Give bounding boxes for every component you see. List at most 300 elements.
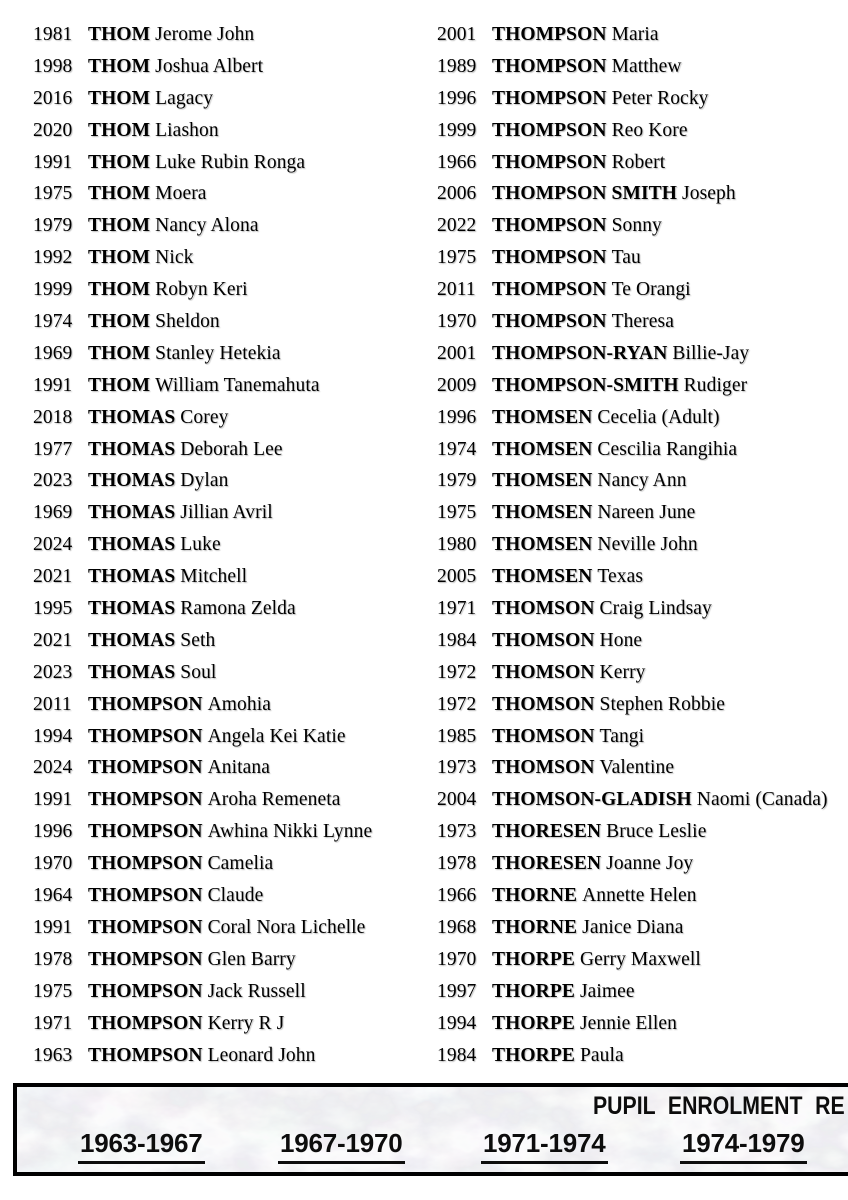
pupil-name xyxy=(492,821,706,842)
enrolment-year: 1975 xyxy=(437,247,477,269)
list-item xyxy=(33,1008,433,1040)
pupil-name xyxy=(88,502,273,523)
list-item xyxy=(33,274,433,306)
pupil-surname: THOMPSON-RYAN xyxy=(492,342,668,364)
pupil-given-names: Deborah Lee xyxy=(180,438,283,460)
pupil-surname: THOMAS xyxy=(88,629,176,651)
pupil-given-names: Kerry R J xyxy=(207,1012,285,1034)
pupil-name xyxy=(88,566,247,587)
pupil-given-names: Anitana xyxy=(207,757,270,779)
enrolment-year: 1996 xyxy=(437,406,477,428)
list-item xyxy=(437,178,848,210)
pupil-surname: THOMPSON xyxy=(88,757,203,779)
pupil-given-names: Kerry xyxy=(599,661,646,683)
list-item xyxy=(437,976,848,1008)
list-item xyxy=(33,912,433,944)
pupil-name xyxy=(88,311,220,332)
list-item xyxy=(437,944,848,976)
pupil-given-names: Stephen Robbie xyxy=(599,693,725,715)
enrolment-year: 1999 xyxy=(33,279,73,301)
list-item xyxy=(33,178,433,210)
pupil-name xyxy=(88,152,305,173)
pupil-surname: THOMSON-GLADISH xyxy=(492,789,692,811)
pupil-surname: THOMAS xyxy=(88,534,176,556)
pupil-name xyxy=(492,789,828,810)
pupil-name xyxy=(88,917,365,938)
enrolment-year: 2004 xyxy=(437,789,477,811)
enrolment-year: 1974 xyxy=(33,311,73,333)
pupil-given-names: Angela Kei Katie xyxy=(207,725,346,747)
list-item xyxy=(33,976,433,1008)
list-item xyxy=(437,689,848,721)
pupil-name xyxy=(492,949,701,970)
pupil-surname: THOM xyxy=(88,183,151,205)
enrolment-year: 1999 xyxy=(437,119,477,141)
pupil-given-names: Jillian Avril xyxy=(180,502,273,524)
pupil-given-names: Jennie Ellen xyxy=(579,1012,677,1034)
list-item xyxy=(437,402,848,434)
pupil-surname: THOMSEN xyxy=(492,470,593,492)
pupil-given-names: Joseph xyxy=(682,183,736,205)
pupil-given-names: Mitchell xyxy=(180,566,248,588)
pupil-name xyxy=(88,279,248,300)
pupil-given-names: Jaimee xyxy=(579,980,635,1002)
period-link-1974-1979[interactable]: 1974-1979 xyxy=(680,1129,807,1164)
list-item xyxy=(33,561,433,593)
pupil-given-names: Te Orangi xyxy=(611,279,691,301)
enrolment-year: 1972 xyxy=(437,661,477,683)
enrolment-year: 1975 xyxy=(437,502,477,524)
list-item xyxy=(33,51,433,83)
list-item xyxy=(437,497,848,529)
pupil-name xyxy=(492,375,747,396)
pupil-surname: THOM xyxy=(88,119,151,141)
list-item xyxy=(33,497,433,529)
pupil-name xyxy=(492,662,646,683)
enrolment-year: 1970 xyxy=(33,853,73,875)
list-item xyxy=(437,1040,848,1072)
pupil-name xyxy=(492,407,720,428)
enrolment-year: 1996 xyxy=(437,87,477,109)
list-item xyxy=(33,338,433,370)
list-item xyxy=(437,1008,848,1040)
pupil-name xyxy=(492,1045,624,1066)
pupil-given-names: Naomi (Canada) xyxy=(696,789,828,811)
list-item xyxy=(437,434,848,466)
pupil-surname: THORESEN xyxy=(492,853,602,875)
pupil-given-names: Paula xyxy=(579,1044,624,1066)
enrolment-year: 1995 xyxy=(33,598,73,620)
enrolment-year: 1969 xyxy=(33,342,73,364)
pupil-surname: THORPE xyxy=(492,980,575,1002)
pupil-name xyxy=(88,375,320,396)
list-item xyxy=(33,593,433,625)
pupil-surname: THORPE xyxy=(492,1044,575,1066)
period-link-1967-1970[interactable]: 1967-1970 xyxy=(278,1129,405,1164)
list-item xyxy=(437,625,848,657)
pupil-surname: THOMPSON xyxy=(88,885,203,907)
pupil-given-names: Sheldon xyxy=(155,311,220,333)
pupil-given-names: Luke xyxy=(180,534,221,556)
pupil-name xyxy=(88,662,216,683)
pupil-surname: THOMSEN xyxy=(492,534,593,556)
enrolment-year: 1991 xyxy=(33,789,73,811)
pupil-given-names: Joanne Joy xyxy=(606,853,694,875)
pupil-name xyxy=(492,215,662,236)
pupil-given-names: William Tanemahuta xyxy=(155,374,320,396)
pupil-surname: THOMAS xyxy=(88,470,176,492)
pupil-given-names: Nareen June xyxy=(597,502,696,524)
enrolment-year: 1978 xyxy=(33,948,73,970)
enrolment-year: 1969 xyxy=(33,502,73,524)
pupil-surname: THOMSON xyxy=(492,598,595,620)
pupil-name xyxy=(88,949,296,970)
enrolment-year: 1979 xyxy=(437,470,477,492)
pupil-given-names: Camelia xyxy=(207,853,274,875)
pupil-surname: THOMPSON xyxy=(492,215,607,237)
list-item xyxy=(33,115,433,147)
list-item xyxy=(33,402,433,434)
enrolment-year: 1974 xyxy=(437,438,477,460)
list-item xyxy=(33,752,433,784)
list-item xyxy=(437,721,848,753)
pupil-surname: THOM xyxy=(88,151,151,173)
list-item xyxy=(33,1040,433,1072)
pupil-list-column-1 xyxy=(33,19,433,1071)
enrolment-register-banner xyxy=(13,1083,848,1176)
enrolment-year: 1975 xyxy=(33,183,73,205)
list-item xyxy=(437,912,848,944)
list-item xyxy=(33,306,433,338)
pupil-name xyxy=(492,534,698,555)
pupil-name xyxy=(88,183,207,204)
pupil-name xyxy=(88,821,372,842)
pupil-surname: THOMPSON xyxy=(492,87,607,109)
list-item xyxy=(437,593,848,625)
pupil-surname: THOMSON xyxy=(492,757,595,779)
pupil-given-names: Soul xyxy=(180,661,217,683)
enrolment-year: 2020 xyxy=(33,119,73,141)
pupil-name xyxy=(492,502,695,523)
pupil-given-names: Cecelia (Adult) xyxy=(597,406,720,428)
enrolment-year: 1970 xyxy=(437,948,477,970)
list-item xyxy=(33,848,433,880)
pupil-given-names: Awhina Nikki Lynne xyxy=(207,821,373,843)
list-item xyxy=(437,51,848,83)
list-item xyxy=(437,338,848,370)
list-item xyxy=(437,529,848,561)
pupil-surname: THOMSEN xyxy=(492,438,593,460)
pupil-name xyxy=(492,152,665,173)
pupil-surname: THOMAS xyxy=(88,566,176,588)
period-link-1963-1967[interactable]: 1963-1967 xyxy=(78,1129,205,1164)
list-item xyxy=(33,625,433,657)
list-item xyxy=(437,465,848,497)
list-item xyxy=(33,83,433,115)
pupil-name xyxy=(492,120,688,141)
enrolment-year: 2018 xyxy=(33,406,73,428)
list-item xyxy=(33,210,433,242)
list-item xyxy=(33,944,433,976)
enrolment-year: 2011 xyxy=(437,279,476,301)
pupil-name xyxy=(88,789,341,810)
pupil-given-names: Craig Lindsay xyxy=(599,598,712,620)
pupil-surname: THOM xyxy=(88,247,151,269)
pupil-name xyxy=(88,120,219,141)
pupil-given-names: Annette Helen xyxy=(582,885,697,907)
pupil-surname: THOMPSON xyxy=(88,821,203,843)
enrolment-year: 2023 xyxy=(33,661,73,683)
pupil-name xyxy=(492,694,725,715)
enrolment-year: 1998 xyxy=(33,55,73,77)
pupil-given-names: Ramona Zelda xyxy=(180,598,296,620)
enrolment-year: 1979 xyxy=(33,215,73,237)
pupil-given-names: Robert xyxy=(611,151,666,173)
pupil-surname: THOM xyxy=(88,342,151,364)
pupil-surname: THOMPSON SMITH xyxy=(492,183,678,205)
pupil-given-names: Jerome John xyxy=(155,24,255,45)
enrolment-year: 1973 xyxy=(437,821,477,843)
enrolment-year: 1972 xyxy=(437,693,477,715)
enrolment-year: 2023 xyxy=(33,470,73,492)
pupil-surname: THOMPSON xyxy=(492,24,607,45)
pupil-surname: THOMPSON xyxy=(88,948,203,970)
pupil-surname: THOM xyxy=(88,215,151,237)
list-item xyxy=(437,370,848,402)
list-item xyxy=(437,242,848,274)
pupil-name xyxy=(492,343,749,364)
enrolment-year: 1994 xyxy=(33,725,73,747)
enrolment-year: 1984 xyxy=(437,629,477,651)
pupil-surname: THOMPSON xyxy=(492,311,607,333)
pupil-name xyxy=(492,183,736,204)
pupil-name xyxy=(492,885,697,906)
pupil-surname: THOMPSON-SMITH xyxy=(492,374,679,396)
list-item xyxy=(437,657,848,689)
list-item xyxy=(437,115,848,147)
enrolment-year: 1963 xyxy=(33,1044,73,1066)
list-item xyxy=(437,274,848,306)
pupil-surname: THORPE xyxy=(492,1012,575,1034)
pupil-name xyxy=(492,439,737,460)
pupil-name xyxy=(88,56,263,77)
pupil-surname: THOM xyxy=(88,374,151,396)
pupil-name xyxy=(88,534,221,555)
pupil-name xyxy=(492,757,674,778)
pupil-given-names: Reo Kore xyxy=(611,119,688,141)
pupil-given-names: Moera xyxy=(155,183,207,205)
pupil-surname: THOM xyxy=(88,55,151,77)
period-link-1971-1974[interactable]: 1971-1974 xyxy=(481,1129,608,1164)
list-item xyxy=(33,434,433,466)
pupil-given-names: Texas xyxy=(597,566,644,588)
banner-title: PUPIL ENROLMENT RE xyxy=(593,1092,845,1120)
list-item xyxy=(437,210,848,242)
enrolment-year: 1971 xyxy=(437,598,477,620)
pupil-name xyxy=(492,853,693,874)
pupil-name xyxy=(88,726,346,747)
enrolment-year: 1991 xyxy=(33,374,73,396)
enrolment-year: 1992 xyxy=(33,247,73,269)
enrolment-year: 1980 xyxy=(437,534,477,556)
enrolment-year: 1997 xyxy=(437,980,477,1002)
pupil-name xyxy=(88,694,271,715)
pupil-surname: THOM xyxy=(88,311,151,333)
list-item xyxy=(437,816,848,848)
pupil-name xyxy=(492,726,644,747)
pupil-surname: THOM xyxy=(88,87,151,109)
pupil-given-names: Amohia xyxy=(207,693,271,715)
pupil-given-names: Stanley Hetekia xyxy=(155,342,281,364)
pupil-surname: THOMPSON xyxy=(492,119,607,141)
enrolment-year: 2021 xyxy=(33,566,73,588)
list-item xyxy=(33,816,433,848)
pupil-surname: THOMPSON xyxy=(88,980,203,1002)
pupil-name xyxy=(88,215,259,236)
pupil-name xyxy=(88,439,283,460)
enrolment-year: 1977 xyxy=(33,438,73,460)
pupil-list-column-2 xyxy=(437,19,848,1071)
enrolment-year: 1964 xyxy=(33,885,73,907)
pupil-surname: THOMPSON xyxy=(88,789,203,811)
pupil-name xyxy=(88,247,193,268)
enrolment-year: 2011 xyxy=(33,693,72,715)
list-item xyxy=(33,657,433,689)
pupil-given-names: Janice Diana xyxy=(582,916,684,938)
list-item xyxy=(33,370,433,402)
pupil-surname: THORESEN xyxy=(492,821,602,843)
pupil-name xyxy=(88,88,213,109)
enrolment-year: 1970 xyxy=(437,311,477,333)
pupil-name xyxy=(88,885,263,906)
pupil-surname: THORPE xyxy=(492,948,575,970)
list-item xyxy=(33,242,433,274)
enrolment-year: 2001 xyxy=(437,24,477,45)
pupil-surname: THOMAS xyxy=(88,598,176,620)
pupil-given-names: Hone xyxy=(599,629,643,651)
enrolment-year: 1975 xyxy=(33,980,73,1002)
enrolment-year: 1966 xyxy=(437,885,477,907)
enrolment-year: 2021 xyxy=(33,629,73,651)
pupil-given-names: Tangi xyxy=(599,725,645,747)
pupil-given-names: Rudiger xyxy=(683,374,748,396)
pupil-name xyxy=(88,598,296,619)
pupil-surname: THOM xyxy=(88,24,151,45)
pupil-name xyxy=(88,24,254,45)
pupil-surname: THOMSEN xyxy=(492,566,593,588)
pupil-given-names: Dylan xyxy=(180,470,229,492)
pupil-given-names: Valentine xyxy=(599,757,675,779)
enrolment-year: 1984 xyxy=(437,1044,477,1066)
pupil-name xyxy=(492,56,682,77)
enrolment-year: 1966 xyxy=(437,151,477,173)
enrolment-year: 1994 xyxy=(437,1012,477,1034)
list-item xyxy=(437,147,848,179)
pupil-surname: THOMPSON xyxy=(88,1012,203,1034)
pupil-surname: THOMAS xyxy=(88,406,176,428)
pupil-name xyxy=(492,566,643,587)
pupil-name xyxy=(492,981,635,1002)
pupil-name xyxy=(492,470,687,491)
pupil-name xyxy=(492,88,709,109)
enrolment-year: 1985 xyxy=(437,725,477,747)
pupil-surname: THOMSON xyxy=(492,693,595,715)
enrolment-year: 1996 xyxy=(33,821,73,843)
pupil-surname: THOMPSON xyxy=(492,247,607,269)
list-item xyxy=(437,19,848,51)
pupil-given-names: Nancy Ann xyxy=(597,470,687,492)
list-item xyxy=(437,561,848,593)
pupil-surname: THOMSON xyxy=(492,629,595,651)
pupil-given-names: Jack Russell xyxy=(207,980,306,1002)
enrolment-year: 2022 xyxy=(437,215,477,237)
pupil-name xyxy=(492,24,659,45)
enrolment-year: 1973 xyxy=(437,757,477,779)
pupil-given-names: Nick xyxy=(155,247,194,269)
list-item xyxy=(33,784,433,816)
pupil-name xyxy=(88,1045,315,1066)
list-item xyxy=(33,721,433,753)
enrolment-year: 2009 xyxy=(437,374,477,396)
pupil-surname: THOMPSON xyxy=(88,1044,203,1066)
pupil-surname: THOMPSON xyxy=(492,55,607,77)
enrolment-year: 2016 xyxy=(33,87,73,109)
pupil-name xyxy=(88,1013,284,1034)
enrolment-year: 1991 xyxy=(33,916,73,938)
pupil-surname: THOMSON xyxy=(492,725,595,747)
pupil-given-names: Peter Rocky xyxy=(611,87,709,109)
pupil-surname: THORNE xyxy=(492,885,578,907)
pupil-given-names: Joshua Albert xyxy=(155,55,264,77)
pupil-given-names: Aroha Remeneta xyxy=(207,789,341,811)
pupil-name xyxy=(88,981,306,1002)
pupil-name xyxy=(88,407,228,428)
pupil-surname: THOMAS xyxy=(88,661,176,683)
list-item xyxy=(437,752,848,784)
pupil-given-names: Lagacy xyxy=(155,87,214,109)
pupil-given-names: Robyn Keri xyxy=(155,279,248,301)
pupil-given-names: Luke Rubin Ronga xyxy=(155,151,306,173)
pupil-surname: THOMPSON xyxy=(88,725,203,747)
pupil-name xyxy=(492,598,712,619)
enrolment-year: 1989 xyxy=(437,55,477,77)
list-item xyxy=(33,19,433,51)
enrolment-year: 2005 xyxy=(437,566,477,588)
list-item xyxy=(437,83,848,115)
pupil-given-names: Liashon xyxy=(155,119,219,141)
list-item xyxy=(33,465,433,497)
pupil-surname: THOMPSON xyxy=(492,151,607,173)
enrolment-year: 1971 xyxy=(33,1012,73,1034)
pupil-name xyxy=(88,343,281,364)
pupil-name xyxy=(88,470,228,491)
enrolment-year: 2001 xyxy=(437,342,477,364)
pupil-given-names: Gerry Maxwell xyxy=(579,948,701,970)
pupil-surname: THOM xyxy=(88,279,151,301)
pupil-given-names: Bruce Leslie xyxy=(606,821,707,843)
pupil-given-names: Cescilia Rangihia xyxy=(597,438,738,460)
list-item xyxy=(437,880,848,912)
pupil-given-names: Theresa xyxy=(611,311,674,333)
pupil-surname: THORNE xyxy=(492,916,578,938)
pupil-given-names: Tau xyxy=(611,247,641,269)
pupil-surname: THOMPSON xyxy=(88,853,203,875)
pupil-surname: THOMSEN xyxy=(492,406,593,428)
pupil-given-names: Matthew xyxy=(611,55,682,77)
pupil-name xyxy=(492,630,642,651)
list-item xyxy=(437,848,848,880)
enrolment-year: 1981 xyxy=(33,24,73,45)
